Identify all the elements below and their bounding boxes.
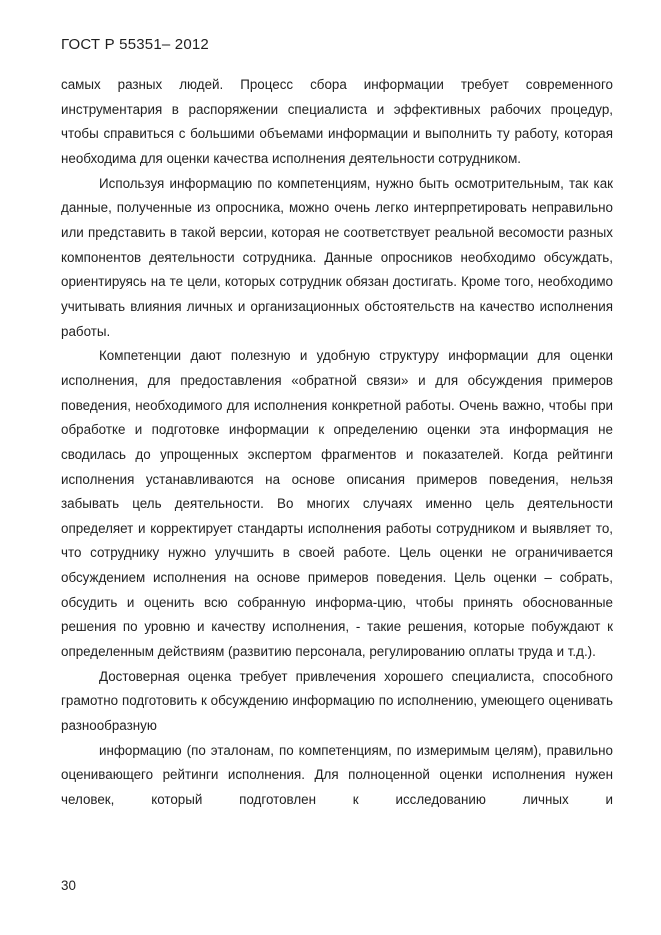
page-number: 30 bbox=[61, 878, 76, 893]
paragraph-1: самых разных людей. Процесс сбора информации требует современного инструментария в распоряжении специалиста и эффективных рабочих процедур, чтобы справиться с большими объемами информации и выполнить ту работу, которая необходима для оценки качества исполнения деятельности сотрудником. bbox=[61, 77, 613, 166]
body-text bbox=[61, 73, 613, 813]
standard-header: ГОСТ Р 55351– 2012 bbox=[61, 36, 209, 53]
paragraph-2: Используя информацию по компетенциям, нужно быть осмотрительным, так как данные, полученные из опросника, можно очень легко интерпретировать неправильно или представить в такой версии, которая не соответствует реальной весомости разных компонентов деятельности сотрудника. Данные опросников необходимо обсуждать, ориентируясь на те цели, которых сотрудник обязан достигать. Кроме того, необходимо учитывать влияния личных и организационных обстоятельств на качество исполнения работы. bbox=[61, 175, 613, 339]
paragraph-3: Компетенции дают полезную и удобную структуру информации для оценки исполнения, для предоставления «обратной связи» и для обсуждения примеров поведения, необходимого для исполнения конкретной работы. Очень важно, чтобы при обработке и подготовке информации к определению оценки эта информация не сводилась до упрощенных экспертом фрагментов и показателей. Когда рейтинги исполнения устанавливаются на основе описания примеров поведения, нельзя забывать цель деятельности. Во многих случаях именно цель деятельности определяет и корректирует стандарты исполнения работы сотрудником и выявляет то, что сотруднику нужно улучшить в своей работе. Цель оценки не ограничивается обсуждением исполнения на основе примеров поведения. Цель оценки – собрать, обсудить и оценить всю собранную информа-цию, чтобы принять обоснованные решения по уровню и качеству исполнения, - такие решения, которые побуждают к определенным действиям (развитию персонала, регулированию оплаты труда и т.д.). bbox=[61, 348, 613, 660]
paragraph-4: Достоверная оценка требует привлечения хорошего специалиста, способного грамотно подготовить к обсуждению информацию по исполнению, умеющего оценивать разнообразную bbox=[61, 668, 613, 734]
paragraph-5: информацию (по эталонам, по компетенциям, по измеримым целям), правильно оценивающего рейтинги исполнения. Для полноценной оценки исполнения нужен человек, который подготовлен к исследованию личных и bbox=[61, 742, 613, 808]
